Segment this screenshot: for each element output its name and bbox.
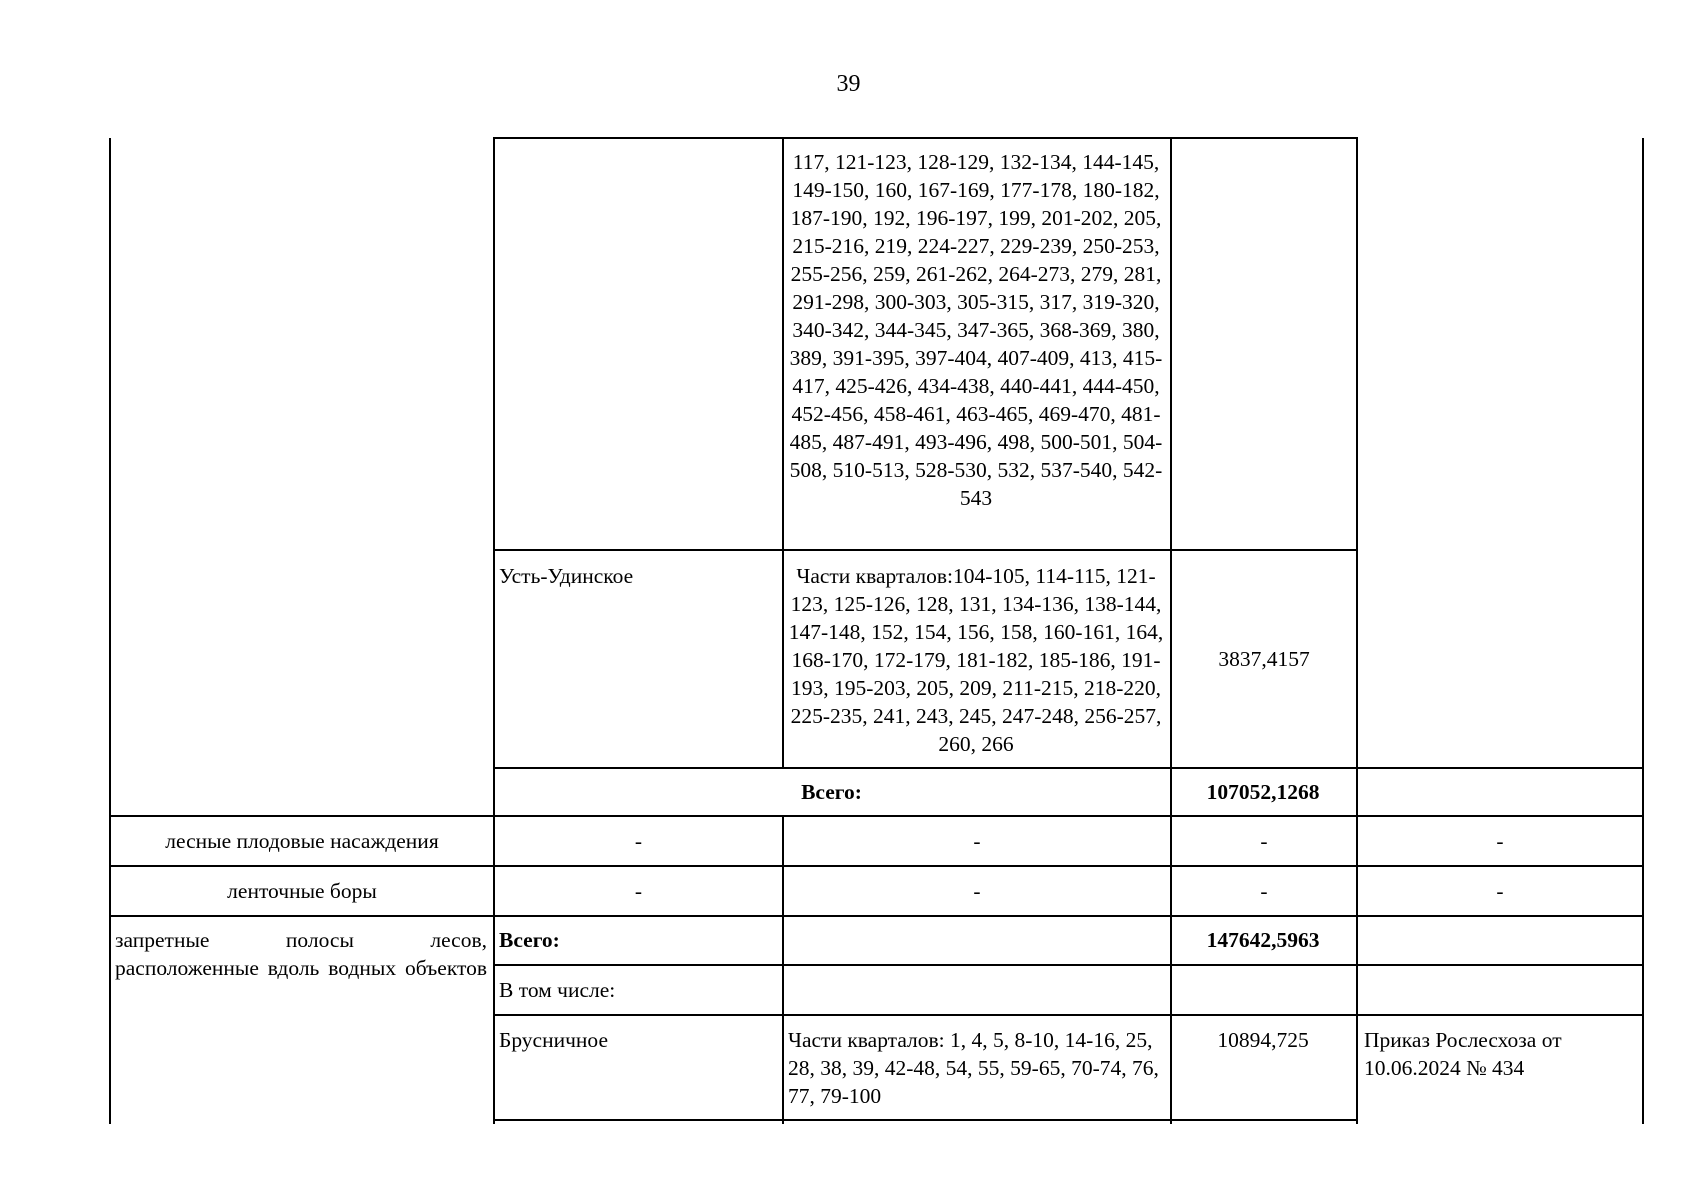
empty-dash-cell: -	[973, 829, 981, 853]
empty-dash-cell: -	[1496, 879, 1504, 903]
category-cell: запретные полосы лесов, расположенные вдоль водных объектов	[115, 928, 487, 980]
table-divider-col2-lower	[782, 815, 784, 1124]
table-border-left	[109, 138, 111, 1124]
empty-dash-cell: -	[1496, 829, 1504, 853]
area-cell: 3837,4157	[1218, 647, 1310, 671]
total-label: Всего:	[801, 780, 862, 804]
quarters-cell: Части кварталов:104-105, 114-115, 121-123, 125-126, 128, 131, 134-136, 138-144, 147-148, 152, 154, 156, 158, 160-161, 164, 168-170, 172-179, 181-182, 185-186, 191-193, 195-203, 205, 209, 211-215, 218-220, 225-235, 241, 243, 245, 247-248, 256-257, 260, 266	[788, 564, 1164, 756]
empty-dash-cell: -	[1260, 879, 1268, 903]
row-divider-7	[493, 1014, 1644, 1016]
empty-dash-cell: -	[973, 879, 981, 903]
table-bottom-border	[493, 1119, 1358, 1121]
total-area: 147642,5963	[1206, 928, 1320, 952]
total-label: Всего:	[499, 928, 560, 952]
page-number: 39	[836, 71, 861, 97]
forestry-name-cell: Усть-Удинское	[499, 564, 634, 588]
table-divider-col3	[1170, 138, 1172, 1124]
table-border-right	[1642, 138, 1644, 1124]
empty-dash-cell: -	[634, 829, 643, 853]
table-top-border	[493, 137, 1358, 139]
area-cell: 10894,725	[1217, 1028, 1309, 1052]
table-divider-col1	[493, 138, 495, 1124]
total-area: 107052,1268	[1206, 780, 1320, 804]
empty-dash-cell: -	[1260, 829, 1268, 853]
row-divider-5	[109, 915, 1644, 917]
order-reference-cell: Приказ Рослесхоза от 10.06.2024 № 434	[1364, 1028, 1562, 1080]
quarters-cell: 117, 121-123, 128-129, 132-134, 144-145, 149-150, 160, 167-169, 177-178, 180-182, 187-190, 192, 196-197, 199, 201-202, 205, 215-216, 219, 224-227, 229-239, 250-253, 255-256, 259, 261-262, 264-273, 279, 281, 291-298, 300-303, 305-315, 317, 319-320, 340-342, 344-345, 347-365, 368-369, 380, 389, 391-395, 397-404, 407-409, 413, 415-417, 425-426, 434-438, 440-441, 444-450, 452-456, 458-461, 463-465, 469-470, 481-485, 487-491, 493-496, 498, 500-501, 504-508, 510-513, 528-530, 532, 537-540, 542-543	[789, 150, 1163, 510]
category-cell: лесные плодовые насаждения	[165, 829, 439, 853]
category-cell: ленточные боры	[227, 879, 377, 903]
table-divider-col4	[1356, 138, 1358, 1124]
forestry-name-cell: Брусничное	[499, 1028, 608, 1052]
row-divider-4	[109, 865, 1644, 867]
table-divider-col2-upper	[782, 138, 784, 768]
row-divider-1	[493, 549, 1358, 551]
row-divider-2	[493, 767, 1644, 769]
empty-dash-cell: -	[634, 879, 643, 903]
quarters-cell: Части кварталов: 1, 4, 5, 8-10, 14-16, 25, 28, 38, 39, 42-48, 54, 55, 59-65, 70-74, 76, 77, 79-100	[788, 1028, 1159, 1108]
row-divider-3	[109, 815, 1644, 817]
including-label: В том числе:	[499, 978, 616, 1002]
row-divider-6	[493, 964, 1644, 966]
